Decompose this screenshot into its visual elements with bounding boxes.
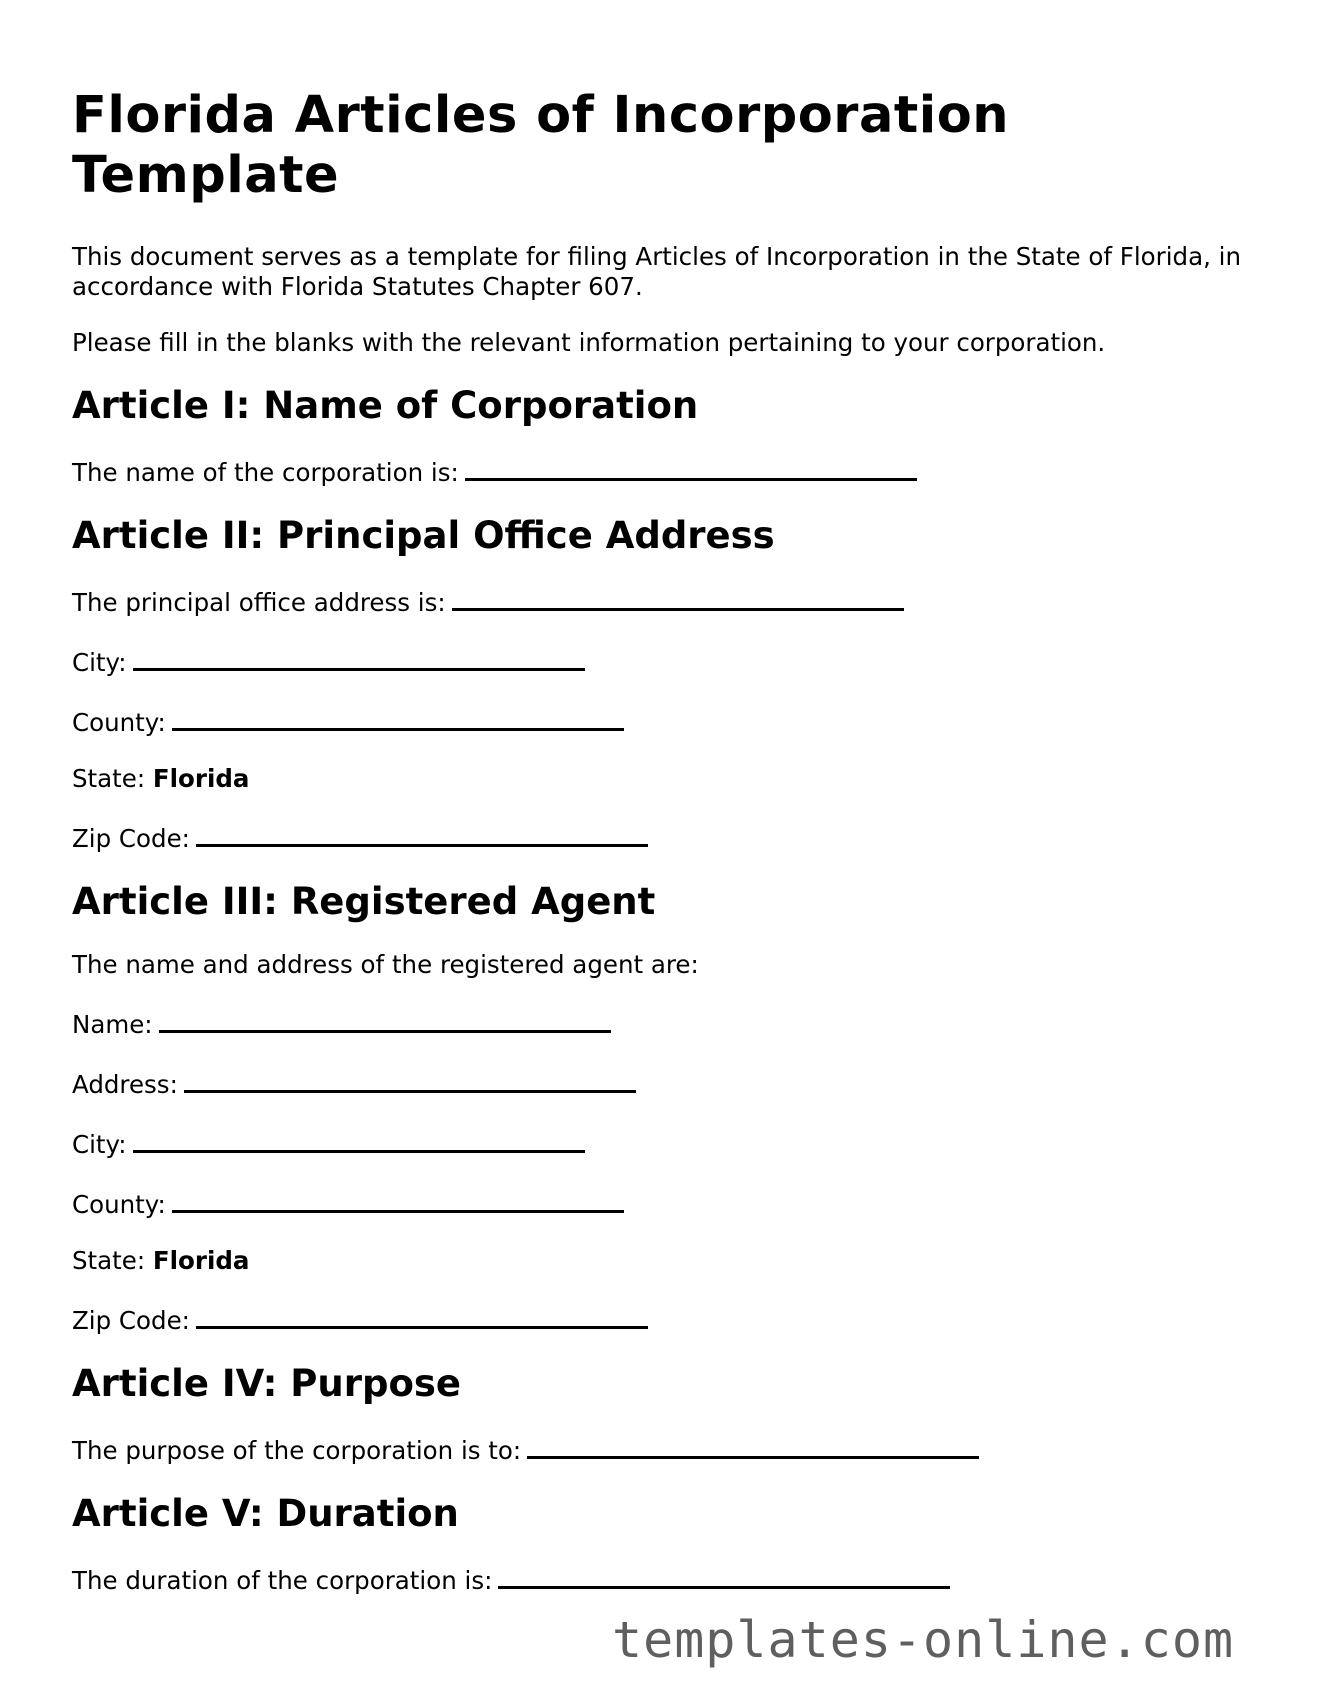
agent-city-field (72, 1126, 1252, 1160)
principal-city-field (72, 644, 1252, 678)
agent-state-label: State: (72, 1246, 146, 1275)
agent-city-label: City: (72, 1130, 127, 1159)
agent-name-label: Name: (72, 1010, 153, 1039)
agent-state-value: Florida (152, 1246, 250, 1275)
watermark-text: templates-online.com (612, 1611, 1235, 1669)
principal-county-blank[interactable] (172, 704, 624, 731)
purpose-field (72, 1432, 1252, 1466)
document-page (72, 86, 1252, 1622)
article-1-heading: Article I: Name of Corporation (72, 384, 699, 427)
principal-state-field (72, 764, 1252, 794)
agent-county-label: County: (72, 1190, 166, 1219)
registered-agent-intro: The name and address of the registered agent are: (72, 950, 699, 979)
agent-state-field (72, 1246, 1252, 1276)
agent-name-field (72, 1006, 1252, 1040)
corporation-name-label: The name of the corporation is: (72, 458, 459, 487)
agent-address-field (72, 1066, 1252, 1100)
article-2-heading: Article II: Principal Office Address (72, 514, 775, 557)
article-4-heading: Article IV: Purpose (72, 1362, 461, 1405)
article-5-heading: Article V: Duration (72, 1492, 459, 1535)
agent-zip-label: Zip Code: (72, 1306, 190, 1335)
principal-address-blank[interactable] (452, 584, 904, 611)
agent-name-blank[interactable] (159, 1006, 611, 1033)
principal-address-field (72, 584, 1252, 618)
agent-county-field (72, 1186, 1252, 1220)
agent-zip-blank[interactable] (196, 1302, 648, 1329)
principal-state-label: State: (72, 764, 146, 793)
article-3-heading: Article III: Registered Agent (72, 880, 656, 923)
purpose-blank[interactable] (527, 1432, 979, 1459)
intro-paragraph: This document serves as a template for filing Articles of Incorporation in the State of Florida, in accordance with Florida Statutes Chapter 607. (72, 242, 1242, 301)
corporation-name-field (72, 454, 1252, 488)
agent-address-label: Address: (72, 1070, 178, 1099)
principal-city-label: City: (72, 648, 127, 677)
corporation-name-blank[interactable] (465, 454, 917, 481)
principal-county-field (72, 704, 1252, 738)
principal-zip-blank[interactable] (196, 820, 648, 847)
duration-label: The duration of the corporation is: (72, 1566, 493, 1595)
principal-zip-field (72, 820, 1252, 854)
purpose-label: The purpose of the corporation is to: (72, 1436, 522, 1465)
principal-state-value: Florida (152, 764, 250, 793)
document-title: Florida Articles of Incorporation Template (72, 86, 1010, 205)
principal-city-blank[interactable] (133, 644, 585, 671)
agent-address-blank[interactable] (184, 1066, 636, 1093)
principal-zip-label: Zip Code: (72, 824, 190, 853)
duration-field (72, 1562, 1252, 1596)
duration-blank[interactable] (498, 1562, 950, 1589)
principal-county-label: County: (72, 708, 166, 737)
agent-city-blank[interactable] (133, 1126, 585, 1153)
principal-address-label: The principal office address is: (72, 588, 446, 617)
agent-zip-field (72, 1302, 1252, 1336)
instructions-paragraph: Please fill in the blanks with the relevant information pertaining to your corporation. (72, 328, 1106, 357)
agent-county-blank[interactable] (172, 1186, 624, 1213)
